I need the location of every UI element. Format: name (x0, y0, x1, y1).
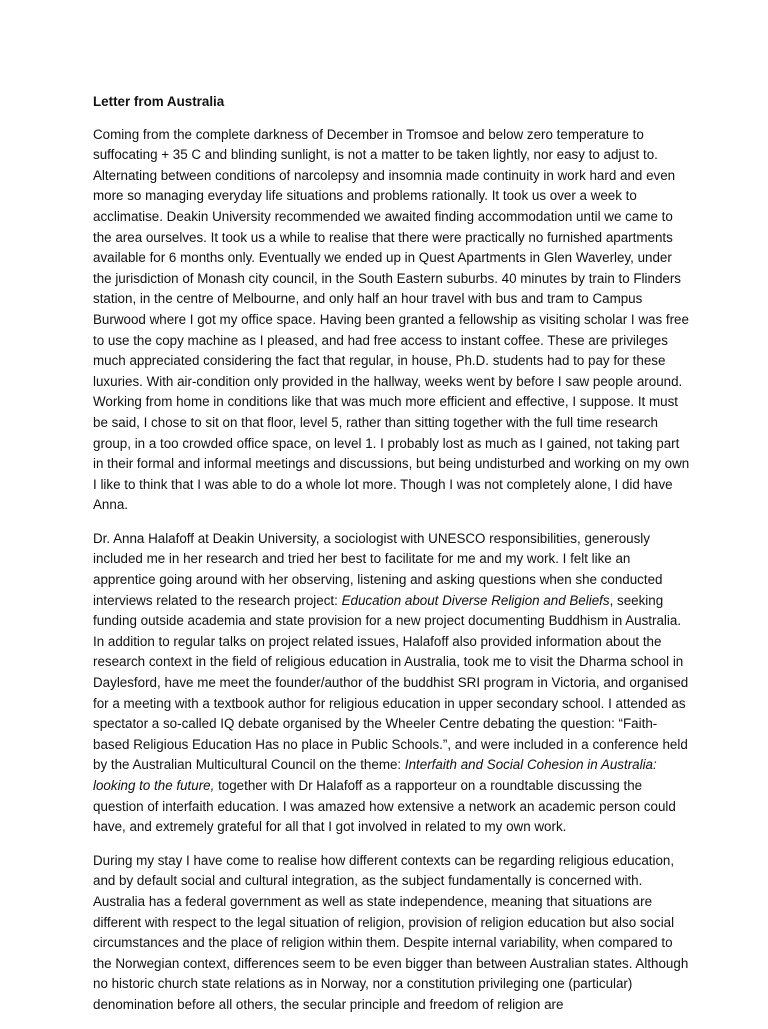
conference-theme-italic: Interfaith and Social Cohesion in Australia: looking to the future, (93, 757, 657, 793)
paragraph-2-text-c: , seeking funding outside academia and state provision for a new project documenting Buddhism in Australia. In addition to regular talks on project related issues, Halafoff also provided information about the research context in the field of religious education in Australia, took me to visit the Dharma school in Daylesford, have me meet the founder/author of the buddhist SRI program in Victoria, and organised for a meeting with a textbook author for religious education in upper secondary school. I attended as spectator a so-called IQ debate organised by the Wheeler Centre debating the question: “Faith-based Religious Education Has no place in Public Schools.”, and were included in a conference held by the Australian Multicultural Council on the theme: (93, 592, 689, 773)
paragraph-2-text-e: together with Dr Halafoff as a rapporteur on a roundtable discussing the question of interfaith education. I was amazed how extensive a network an academic person could have, and extremely grateful for all that I got involved in related to my own work. (93, 778, 676, 835)
paragraph-1: Coming from the complete darkness of December in Tromsoe and below zero temperature to suffocating + 35 C and blinding sunlight, is not a matter to be taken lightly, nor easy to adjust to. Alternating between conditions of narcolepsy and insomnia made continuity in work hard and even more so managing everyday life situations and problems rationally. It took us over a week to acclimatise. Deakin University recommended we awaited finding accommodation until we came to the area ourselves. It took us a while to realise that there were practically no furnished apartments available for 6 months only. Eventually we ended up in Quest Apartments in Glen Waverley, under the jurisdiction of Monash city council, in the South Eastern suburbs. 40 minutes by train to Flinders station, in the centre of Melbourne, and only half an hour travel with bus and tram to Campus Burwood where I got my office space. Having been granted a fellowship as visiting scholar I was free to use the copy machine as I pleased, and had free access to instant coffee. These are privileges much appreciated considering the fact that regular, in house, Ph.D. students had to pay for these luxuries. With air-condition only provided in the hallway, weeks went by before I saw people around. Working from home in conditions like that was much more efficient and effective, I suppose. It must be said, I chose to sit on that floor, level 5, rather than sitting together with the full time research group, in a too crowded office space, on level 1. I probably lost as much as I gained, not taking part in their formal and informal meetings and discussions, but being undisturbed and working on my own I like to think that I was able to do a whole lot more. Though I was not completely alone, I did have Anna. (93, 126, 690, 513)
paragraph-3: During my stay I have come to realise how different contexts can be regarding religious education, and by default social and cultural integration, as the subject fundamentally is concerned with. Australia has a federal government as well as state independence, meaning that situations are different with respect to the legal situation of religion, provision of religion education but also social circumstances and the place of religion within them. Despite internal variability, when compared to the Norwegian context, differences seem to be even bigger than between Australian states. Although no historic church state relations as in Norway, nor a constitution privileging one (particular) denomination before all others, the secular principle and freedom of religion are (93, 852, 689, 1012)
paragraph-2-text-a: Dr. Anna Halafoff at Deakin University, a sociologist with UNESCO responsibilities, generously included me in her research and tried her best to facilitate for me and my work. I felt like an apprentice going around with her observing, listening and asking questions when she conducted interviews related to the research project: (93, 530, 663, 608)
document-title: Letter from Australia (93, 94, 225, 109)
paragraph-2 (93, 529, 693, 838)
document-page (93, 92, 693, 1029)
project-title-italic: Education about Diverse Religion and Beliefs (341, 592, 610, 608)
